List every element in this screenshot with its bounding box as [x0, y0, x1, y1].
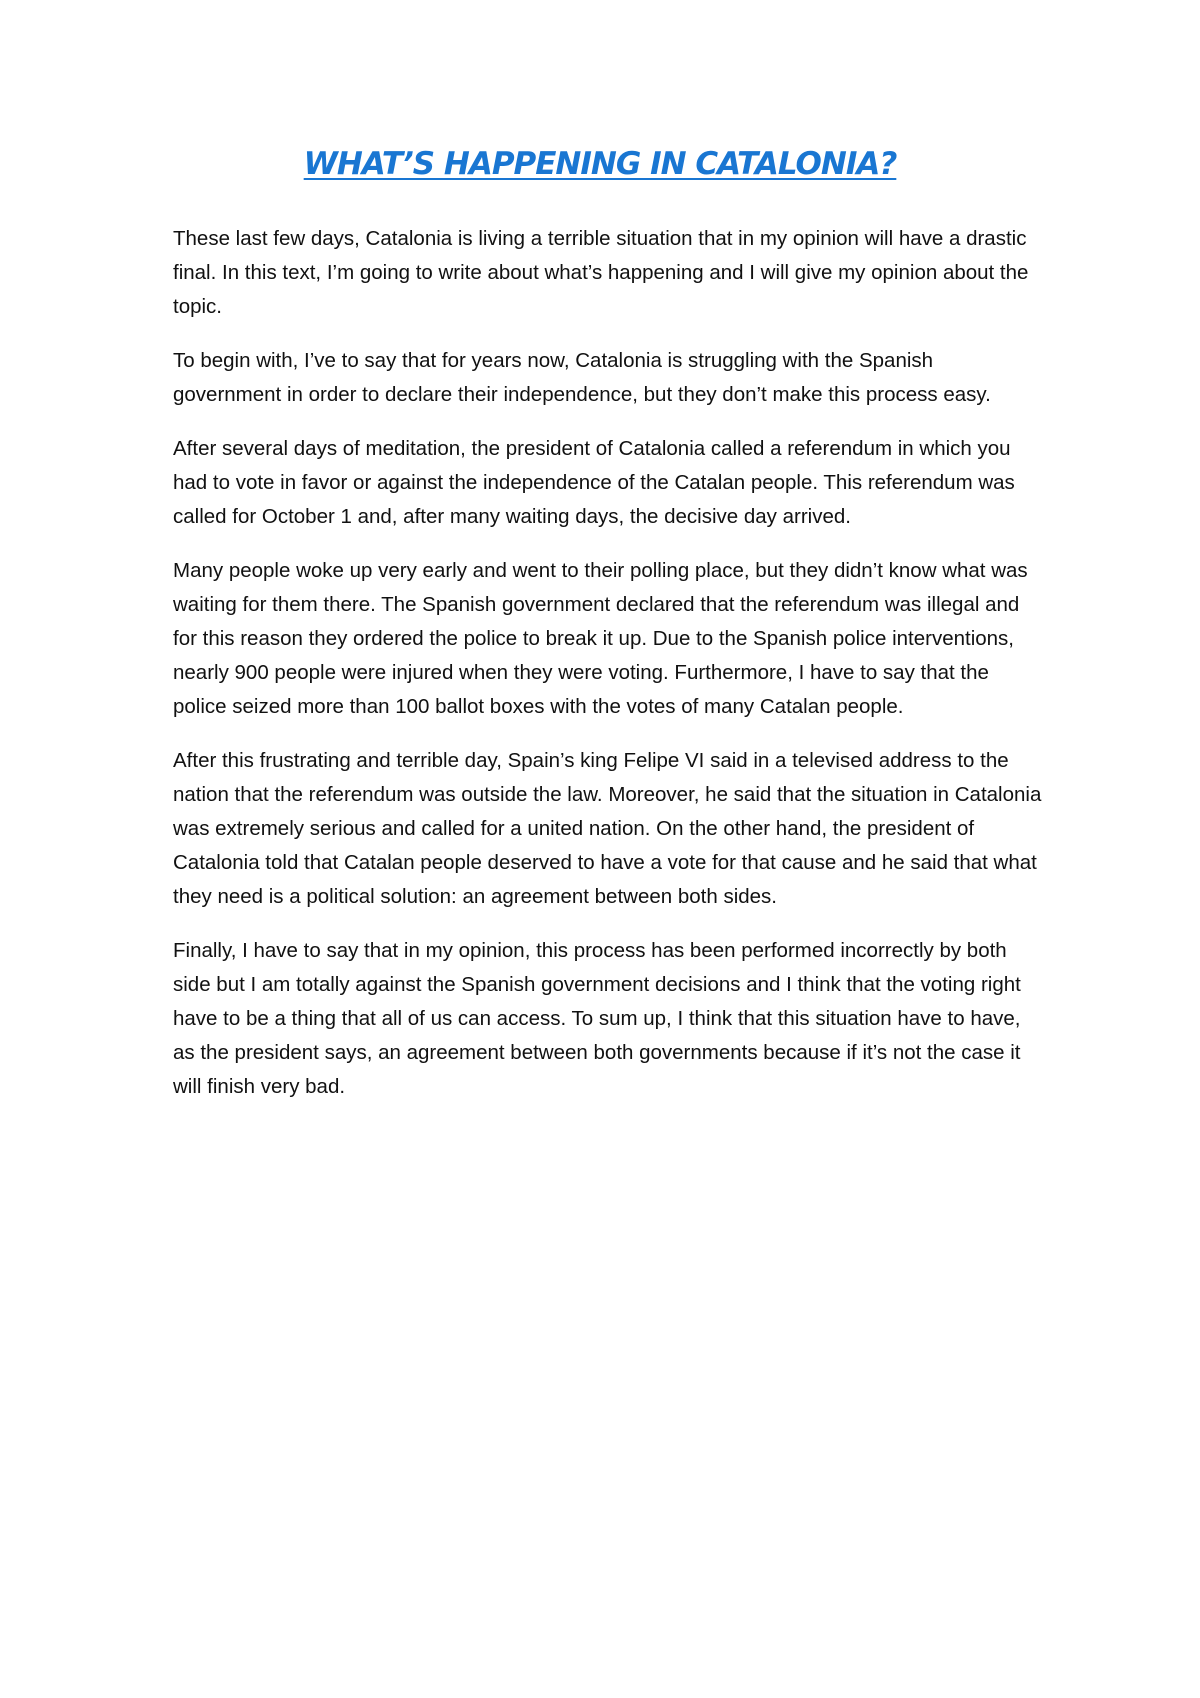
- document-title: WHAT’S HAPPENING IN CATALONIA?: [303, 146, 897, 182]
- paragraph-voting-day: Many people woke up very early and went to their polling place, but they didn’t know what was waiting for them there. The Spanish government declared that the referendum was illegal and for this reason they ordered the police to break it up. Due to the Spanish police interventions, nearly 900 people were injured when they were voting. Furthermore, I have to say that the police seized more than 100 ballot boxes with the votes of many Catalan people.: [173, 559, 1028, 718]
- paragraph-background: To begin with, I’ve to say that for years now, Catalonia is struggling with the Spanish government in order to declare their independence, but they don’t make this process easy.: [173, 349, 991, 406]
- paragraph-conclusion: Finally, I have to say that in my opinion, this process has been performed incorrectly by both side but I am totally against the Spanish government decisions and I think that the voting right have to be a thing that all of us can access. To sum up, I think that this situation have to have, as the president says, an agreement between both governments because if it’s not the case it will finish very bad.: [173, 939, 1021, 1098]
- paragraph-intro: These last few days, Catalonia is living a terrible situation that in my opinion will have a drastic final. In this text, I’m going to write about what’s happening and I will give my opinion about the topic.: [173, 227, 1029, 318]
- paragraph-king-address: After this frustrating and terrible day, Spain’s king Felipe VI said in a televised address to the nation that the referendum was outside the law. Moreover, he said that the situation in Catalonia was extremely serious and called for a united nation. On the other hand, the president of Catalonia told that Catalan people deserved to have a vote for that cause and he said that what they need is a political solution: an agreement between both sides.: [173, 749, 1042, 908]
- paragraph-referendum: After several days of meditation, the president of Catalonia called a referendum in which you had to vote in favor or against the independence of the Catalan people. This referendum was called for October 1 and, after many waiting days, the decisive day arrived.: [173, 437, 1015, 528]
- document-body: [173, 222, 1043, 1124]
